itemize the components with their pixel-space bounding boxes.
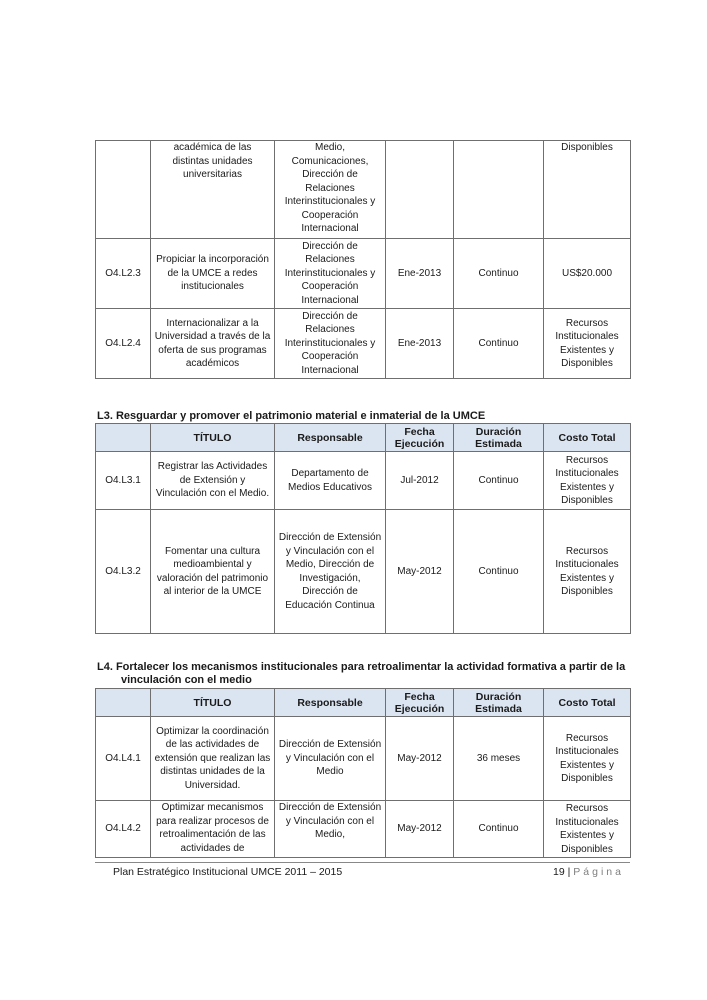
row-date: Jul-2012 — [386, 452, 454, 510]
table-row — [96, 801, 631, 858]
row-date: Ene-2013 — [386, 309, 454, 379]
row-title: Internacionalizar a la Universidad a través de la oferta de sus programas académicos — [151, 309, 275, 379]
row-date: Ene-2013 — [386, 239, 454, 309]
row-code: O4.L3.1 — [96, 452, 151, 510]
row-cost: US$20.000 — [544, 239, 631, 309]
table-header-row — [96, 689, 631, 717]
row-responsible: Dirección de Extensión y Vinculación con el Medio, — [275, 801, 386, 858]
row-code: O4.L3.2 — [96, 510, 151, 634]
row-date: May-2012 — [386, 801, 454, 858]
row-date: May-2012 — [386, 510, 454, 634]
header-title: TÍTULO — [151, 689, 275, 717]
header-responsible: Responsable — [275, 689, 386, 717]
row-responsible: Departamento de Medios Educativos — [275, 452, 386, 510]
header-date: Fecha Ejecución — [386, 689, 454, 717]
row-cost: Recursos Institucionales Existentes y Disponibles — [544, 717, 631, 801]
row-title: Registrar las Actividades de Extensión y Vinculación con el Medio. — [151, 452, 275, 510]
row-title: Optimizar la coordinación de las actividades de extensión que realizan las distintas unidades de la Universidad. — [151, 717, 275, 801]
row-duration — [454, 141, 544, 239]
row-responsible: Dirección de Relaciones Interinstitucionales y Cooperación Internacional — [275, 239, 386, 309]
row-duration: Continuo — [454, 309, 544, 379]
row-duration: Continuo — [454, 510, 544, 634]
row-cost: Disponibles — [544, 141, 631, 239]
row-duration: Continuo — [454, 452, 544, 510]
row-date: May-2012 — [386, 717, 454, 801]
table-l2-continuation — [95, 140, 631, 379]
page-separator: | — [567, 866, 571, 878]
row-responsible: Dirección de Relaciones Interinstitucionales y Cooperación Internacional — [275, 309, 386, 379]
row-title: académica de las distintas unidades universitarias — [151, 141, 275, 239]
section-heading-l4 — [97, 661, 625, 687]
header-date: Fecha Ejecución — [386, 424, 454, 452]
footer-divider — [95, 862, 630, 863]
section-heading-l3: L3. Resguardar y promover el patrimonio material e inmaterial de la UMCE — [97, 410, 486, 422]
header-code — [96, 424, 151, 452]
table-header-row — [96, 424, 631, 452]
header-cost: Costo Total — [544, 689, 631, 717]
row-code: O4.L2.4 — [96, 309, 151, 379]
row-cost: Recursos Institucionales Existentes y Disponibles — [544, 510, 631, 634]
table-row — [96, 309, 631, 379]
table-row — [96, 510, 631, 634]
row-date — [386, 141, 454, 239]
footer-title: Plan Estratégico Institucional UMCE 2011 – 2015 — [113, 866, 343, 878]
row-duration: Continuo — [454, 239, 544, 309]
header-cost: Costo Total — [544, 424, 631, 452]
table-l4 — [95, 688, 631, 858]
row-responsible: Medio, Comunicaciones, Dirección de Relaciones Interinstitucionales y Cooperación Internacional — [275, 141, 386, 239]
table-row — [96, 452, 631, 510]
page-label: Página — [573, 866, 624, 878]
table-l3 — [95, 423, 631, 634]
row-cost: Recursos Institucionales Existentes y Disponibles — [544, 452, 631, 510]
row-code: O4.L2.3 — [96, 239, 151, 309]
header-responsible: Responsable — [275, 424, 386, 452]
row-code: O4.L4.2 — [96, 801, 151, 858]
table-row — [96, 239, 631, 309]
header-duration: Duración Estimada — [454, 424, 544, 452]
row-title: Propiciar la incorporación de la UMCE a redes institucionales — [151, 239, 275, 309]
footer-page — [553, 866, 624, 878]
row-responsible: Dirección de Extensión y Vinculación con el Medio — [275, 717, 386, 801]
header-title: TÍTULO — [151, 424, 275, 452]
section-heading-l4-line1: L4. Fortalecer los mecanismos institucionales para retroalimentar la actividad formativa a partir de la — [97, 661, 626, 673]
row-duration: 36 meses — [454, 717, 544, 801]
row-title: Fomentar una cultura medioambiental y valoración del patrimonio al interior de la UMCE — [151, 510, 275, 634]
table-row — [96, 141, 631, 239]
row-duration: Continuo — [454, 801, 544, 858]
row-code: O4.L4.1 — [96, 717, 151, 801]
table-row — [96, 717, 631, 801]
row-cost: Recursos Institucionales Existentes y Disponibles — [544, 801, 631, 858]
row-code — [96, 141, 151, 239]
row-cost: Recursos Institucionales Existentes y Disponibles — [544, 309, 631, 379]
header-duration: Duración Estimada — [454, 689, 544, 717]
row-responsible: Dirección de Extensión y Vinculación con el Medio, Dirección de Investigación, Dirección de Educación Continua — [275, 510, 386, 634]
section-heading-l4-line2: vinculación con el medio — [121, 674, 252, 686]
header-code — [96, 689, 151, 717]
row-title: Optimizar mecanismos para realizar procesos de retroalimentación de las actividades de — [151, 801, 275, 858]
page-number: 19 — [553, 866, 565, 878]
